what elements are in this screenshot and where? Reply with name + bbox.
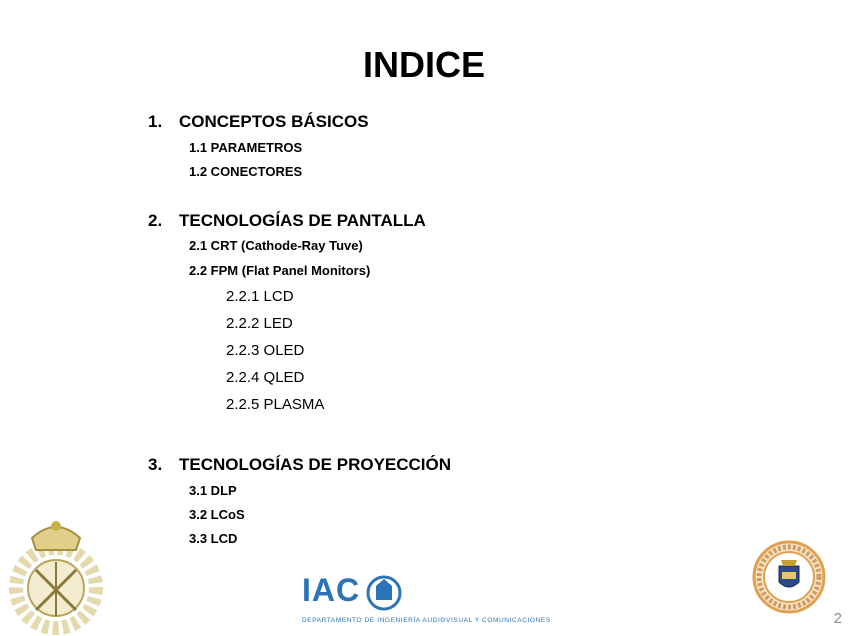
item-2-1: 2.1 CRT (Cathode-Ray Tuve) — [189, 238, 363, 253]
section-3-heading — [148, 455, 451, 475]
university-seal-logo — [752, 540, 826, 614]
iac-emblem-icon — [364, 574, 404, 612]
item-2-2-4: 2.2.4 QLED — [226, 369, 305, 386]
section-1-number: 1. — [148, 112, 163, 131]
engineering-crest-logo — [0, 510, 112, 636]
section-1-label: CONCEPTOS BÁSICOS — [179, 112, 369, 131]
item-2-2-5: 2.2.5 PLASMA — [226, 396, 325, 413]
item-2-2: 2.2 FPM (Flat Panel Monitors) — [189, 263, 371, 278]
item-1-1: 1.1 PARAMETROS — [189, 140, 303, 155]
section-1-heading — [148, 112, 369, 132]
item-3-3: 3.3 LCD — [189, 531, 238, 546]
item-2-2-1: 2.2.1 LCD — [226, 288, 294, 305]
section-2-label: TECNOLOGÍAS DE PANTALLA — [179, 211, 426, 230]
department-text: DEPARTAMENTO DE INGENIERÍA AUDIOVISUAL Y COMUNICACIONES — [302, 617, 551, 624]
page-number: 2 — [833, 610, 842, 627]
iac-logo-text: IAC — [302, 572, 361, 608]
item-3-1: 3.1 DLP — [189, 483, 237, 498]
section-2-number: 2. — [148, 211, 163, 230]
section-3-number: 3. — [148, 455, 163, 474]
slide-title: INDICE — [362, 44, 485, 85]
section-2-heading — [148, 211, 426, 231]
item-2-2-2: 2.2.2 LED — [226, 315, 293, 332]
item-2-2-3: 2.2.3 OLED — [226, 342, 305, 359]
item-3-2: 3.2 LCoS — [189, 507, 245, 522]
item-1-2: 1.2 CONECTORES — [189, 164, 303, 179]
iac-logo — [302, 572, 552, 632]
section-3-label: TECNOLOGÍAS DE PROYECCIÓN — [179, 455, 452, 474]
